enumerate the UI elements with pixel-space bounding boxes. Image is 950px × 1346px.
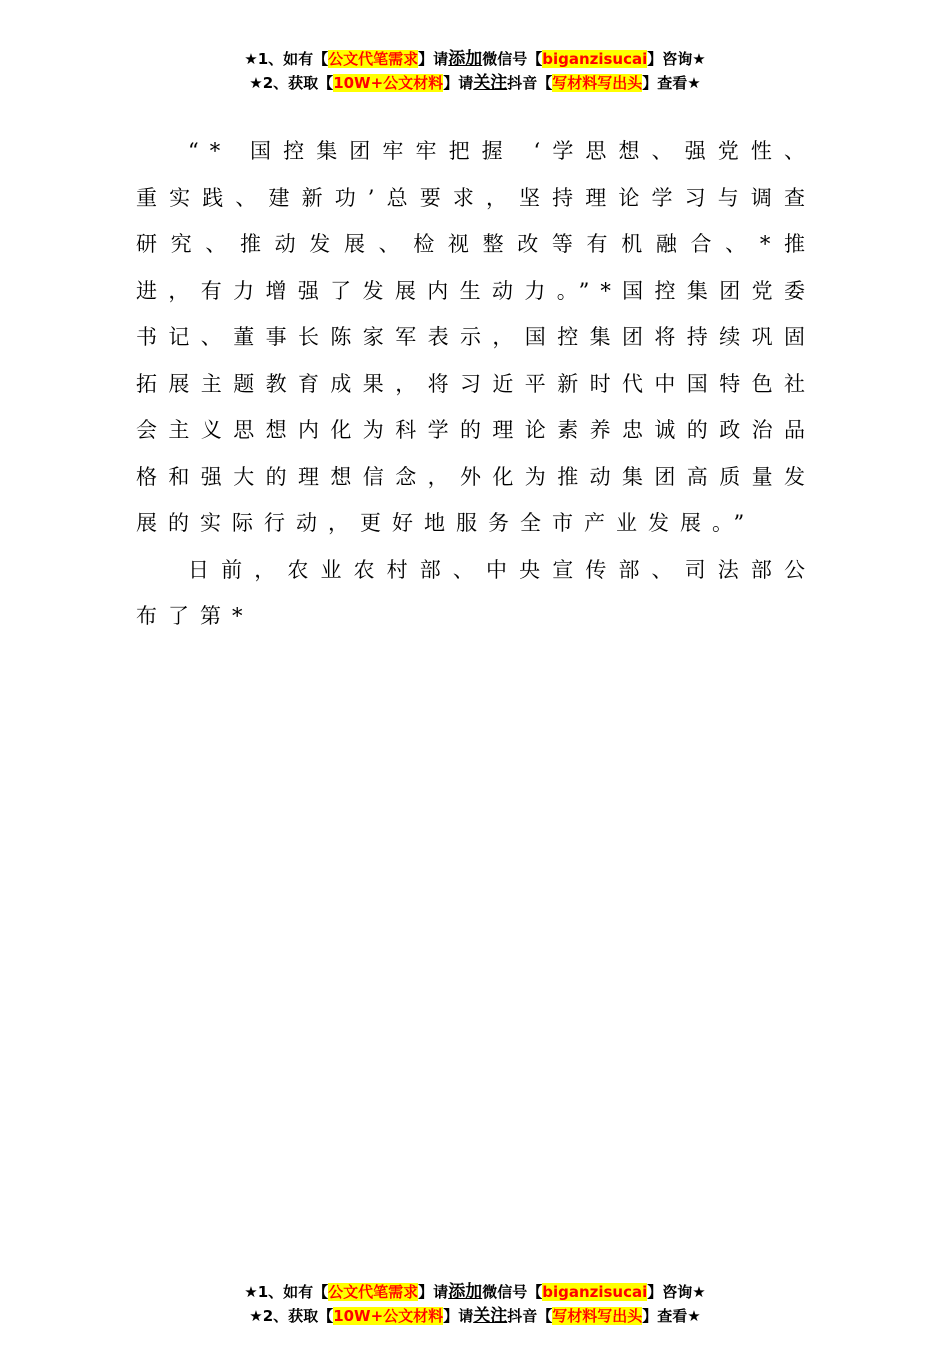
banner-text: 微信号【 <box>482 50 543 68</box>
banner-text: 】查看★ <box>642 74 701 92</box>
banner-emphasis: 关注 <box>473 73 508 93</box>
footer-banner-line-2 <box>0 1304 950 1328</box>
header-banner-line-1 <box>0 47 950 71</box>
banner-emphasis: 添加 <box>448 49 483 69</box>
body-paragraph: 日前，农业农村部、中央宣传部、司法部公布了第* <box>136 557 816 628</box>
banner-highlight-materials: 10W+公文材料 <box>333 74 444 92</box>
banner-text: 】查看★ <box>642 1307 701 1325</box>
banner-highlight-wechat-id: biganzisucai <box>542 1283 648 1301</box>
banner-text: 】咨询★ <box>647 1283 706 1301</box>
banner-text: 】请 <box>443 74 474 92</box>
banner-highlight-wechat-id: biganzisucai <box>542 50 648 68</box>
banner-highlight-service: 公文代笔需求 <box>328 50 419 68</box>
banner-emphasis: 添加 <box>448 1282 483 1302</box>
banner-text: 】请 <box>418 50 449 68</box>
banner-text: 】请 <box>443 1307 474 1325</box>
banner-highlight-douyin: 写材料写出头 <box>552 74 643 92</box>
banner-highlight-service: 公文代笔需求 <box>328 1283 419 1301</box>
banner-highlight-materials: 10W+公文材料 <box>333 1307 444 1325</box>
banner-text: 】请 <box>418 1283 449 1301</box>
header-banner <box>0 47 950 95</box>
banner-text: ★2、获取【 <box>249 74 334 92</box>
footer-banner <box>0 1280 950 1328</box>
body-paragraph: “* 国控集团牢牢把握 ‘学思想、强党性、重实践、建新功’总要求，坚持理论学习与调查研究、推动发展、检视整改等有机融合、*推进，有力增强了发展内生动力。”*国控集团党委书记、董事长陈家军表示，国控集团将持续巩固拓展主题教育成果，将习近平新时代中国特色社会主义思想内化为科学的理论素养忠诚的政治品格和强大的理想信念，外化为推动集团高质量发展的实际行动，更好地服务全市产业发展。” <box>136 139 816 535</box>
banner-text: 微信号【 <box>482 1283 543 1301</box>
footer-banner-line-1 <box>0 1280 950 1304</box>
banner-highlight-douyin: 写材料写出头 <box>552 1307 643 1325</box>
banner-text: ★1、如有【 <box>244 50 329 68</box>
banner-emphasis: 关注 <box>473 1306 508 1326</box>
document-body <box>136 128 816 640</box>
banner-text: ★2、获取【 <box>249 1307 334 1325</box>
header-banner-line-2 <box>0 71 950 95</box>
banner-text: 抖音【 <box>507 1307 553 1325</box>
banner-text: 】咨询★ <box>647 50 706 68</box>
banner-text: 抖音【 <box>507 74 553 92</box>
banner-text: ★1、如有【 <box>244 1283 329 1301</box>
